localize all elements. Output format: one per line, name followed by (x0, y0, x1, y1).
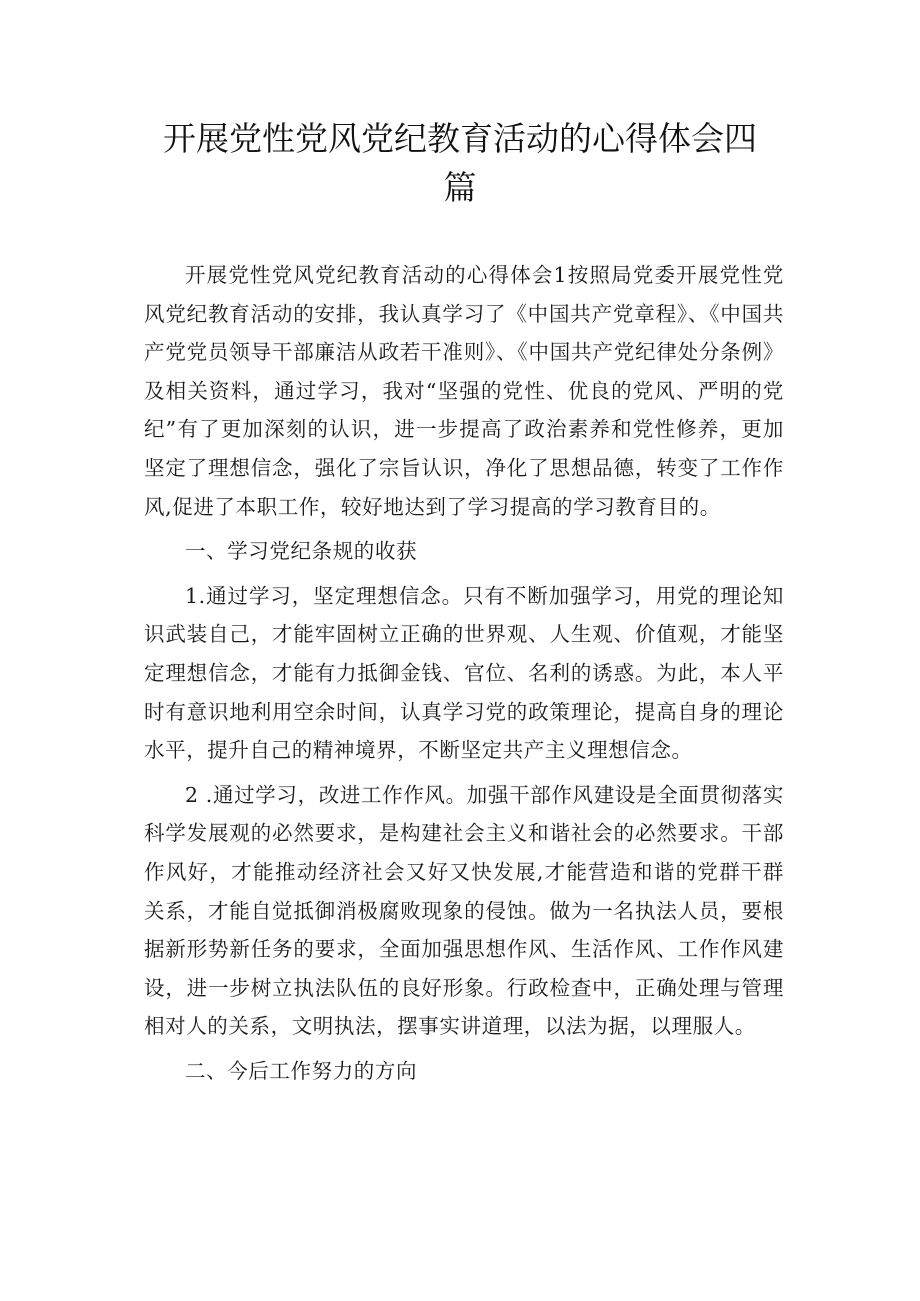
intro-paragraph: 开展党性党风党纪教育活动的心得体会1按照局党委开展党性党风党纪教育活动的安排，我认真学习了《中国共产党章程》、《中国共产党党员领导干部廉洁从政若干准则》、《中国共产党纪律处分条例》及相关资料，通过学习，我对“坚强的党性、优良的党风、严明的党纪”有了更加深刻的认识，进一步提高了政治素养和党性修养，更加坚定了理想信念，强化了宗旨认识，净化了思想品德，转变了工作作风,促进了本职工作，较好地达到了学习提高的学习教育目的。 (144, 263, 784, 519)
point-2-paragraph: 2 .通过学习，改进工作作风。加强干部作风建设是全面贯彻落实科学发展观的必然要求，是构建社会主义和谐社会的必然要求。干部作风好，才能推动经济社会又好又快发展,才能营造和谐的党群干群关系，才能自觉抵御消极腐败现象的侵蚀。做为一名执法人员，要根据新形势新任务的要求，全面加强思想作风、生活作风、工作作风建设，进一步树立执法队伍的良好形象。行政检查中，正确处理与管理相对人的关系，文明执法，摆事实讲道理，以法为据，以理服人。 (144, 782, 784, 1039)
document-title: 开展党性党风党纪教育活动的心得体会四篇 (163, 119, 757, 207)
section-heading-gains: 一、学习党纪条规的收获 (185, 539, 418, 564)
document-body (144, 256, 784, 1090)
point-1-paragraph: 1.通过学习，坚定理想信念。只有不断加强学习，用党的理论知识武装自己，才能牢固树立正确的世界观、人生观、价值观，才能坚定理想信念，才能有力抵御金钱、官位、名利的诱惑。为此，本人平时有意识地利用空余时间，认真学习党的政策理论，提高自身的理论水平，提升自己的精神境界，不断坚定共产主义理想信念。 (144, 583, 784, 763)
section-heading-future: 二、今后工作努力的方向 (185, 1058, 418, 1083)
